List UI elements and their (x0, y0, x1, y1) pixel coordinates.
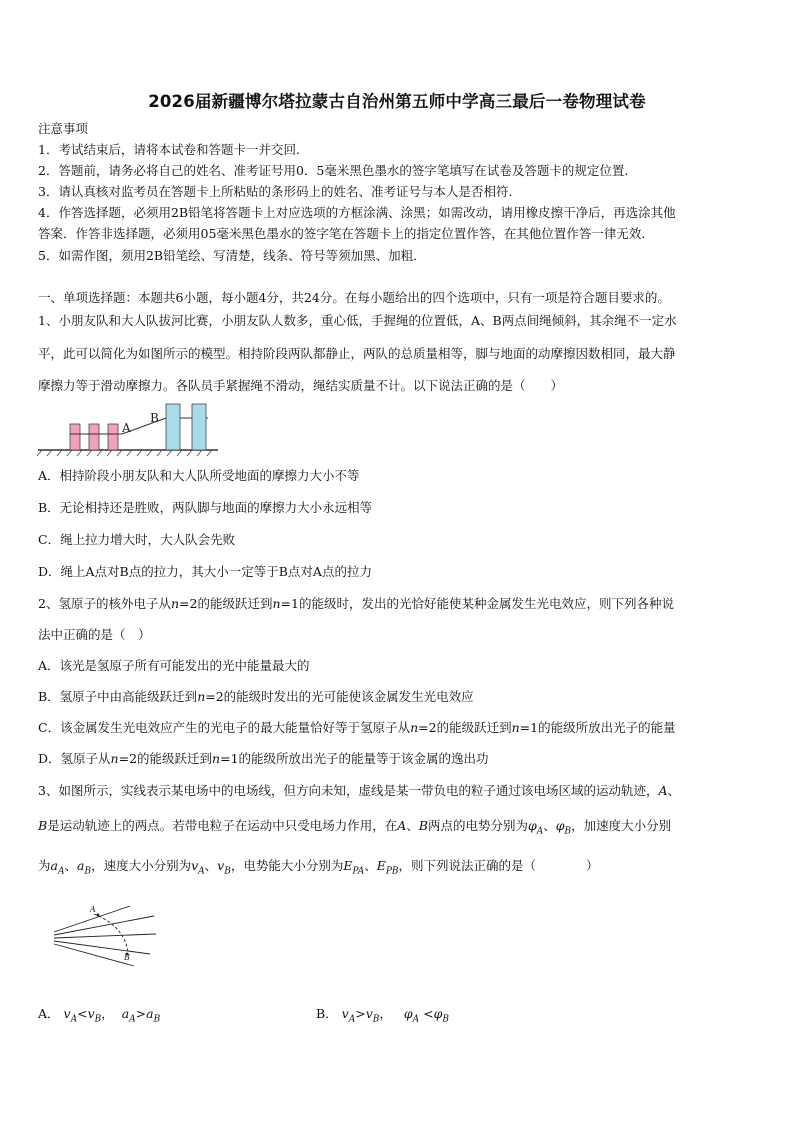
q1-option-b: B．无论相持还是胜败，两队脚与地面的摩擦力大小永远相等 (38, 500, 373, 515)
page-title: 2026届新疆博尔塔拉蒙古自治州第五师中学高三最后一卷物理试卷 (148, 92, 646, 111)
notice-item: 5．如需作图，须用2B铅笔绘、写清楚，线条、符号等须加黑、加粗． (38, 248, 426, 263)
q3-option-a: A． $v_A<v_B$， $a_A>a_B$ (38, 1006, 161, 1025)
q3-figure-label-b: B (124, 953, 130, 962)
q2-stem-line: 法中正确的是（ ） (38, 627, 151, 642)
q3-option-b: B． $v_A>v_B$， $\varphi_A <\varphi_B$ (316, 1006, 449, 1025)
notice-item: 4．作答选择题，必须用2B铅笔将答题卡上对应选项的方框涂满、涂黑；如需改动，请用橡皮擦干净后，再选涂其他 (38, 205, 676, 220)
notice-item: 2．答题前，请务必将自己的姓名、准考证号用0．5毫米黑色墨水的签字笔填写在试卷及答题卡的规定位置. (38, 163, 629, 178)
q2-option-a: A．该光是氢原子所有可能发出的光中能量最大的 (38, 658, 310, 673)
q3-figure-label-a: A (90, 905, 96, 914)
notice-item: 3．请认真核对监考员在答题卡上所粘贴的条形码上的姓名、准考证号与本人是否相符. (38, 184, 513, 199)
q1-option-c: C．绳上拉力增大时，大人队会先败 (38, 532, 236, 547)
q1-figure-label-a: A (122, 421, 131, 435)
q2-option-b: B．氢原子中由高能级跃迁到n=2的能级时发出的光可能使该金属发生光电效应 (38, 689, 474, 704)
q3-stem-line: 为$a_A$、$a_B$，速度大小分别为$v_A$、$v_B$，电势能大小分别为$E_{PA}$、$E_{PB}$，则下列说法正确的是（ ） (38, 858, 599, 877)
notice-item: 1．考试结束后，请将本试卷和答题卡一并交回. (38, 142, 300, 157)
q1-tug-of-war-figure (36, 398, 220, 458)
q1-stem-line: 平，此可以简化为如图所示的模型。相持阶段两队都静止，两队的总质量相等，脚与地面的动摩擦因数相同，最大静 (38, 346, 676, 361)
q2-stem-line: 2、氢原子的核外电子从n=2的能级跃迁到n=1的能级时，发出的光恰好能使某种金属发生光电效应，则下列各种说 (38, 596, 674, 611)
notice-heading: 注意事项 (38, 121, 89, 136)
q1-figure-label-b: B (150, 411, 159, 425)
q1-stem-line: 摩擦力等于滑动摩擦力。各队员手紧握绳不滑动，绳结实质量不计。以下说法正确的是（ ） (38, 378, 564, 393)
q2-option-d: D．氢原子从n=2的能级跃迁到n=1的能级所放出光子的能量等于该金属的逸出功 (38, 751, 489, 766)
section-heading: 一、单项选择题：本题共6小题，每小题4分，共24分。在每小题给出的四个选项中，只有一项是符合题目要求的。 (38, 290, 670, 305)
notice-item: 答案．作答非选择题，必须用05毫米黑色墨水的签字笔在答题卡上的指定位置作答，在其他位置作答一律无效． (38, 226, 654, 241)
q2-option-c: C．该金属发生光电效应产生的光电子的最大能量恰好等于氢原子从n=2的能级跃迁到n=1的能级所放出光子的能量 (38, 720, 676, 735)
q1-option-d: D．绳上A点对B点的拉力，其大小一定等于B点对A点的拉力 (38, 564, 372, 579)
q3-electric-field-figure (50, 900, 162, 972)
q1-option-a: A．相持阶段小朋友队和大人队所受地面的摩擦力大小不等 (38, 468, 360, 483)
q1-stem-line: 1、小朋友队和大人队拔河比赛，小朋友队人数多，重心低，手握绳的位置低，A、B两点间绳倾斜，其余绳不一定水 (38, 313, 677, 328)
q3-stem-line: 3、如图所示，实线表示某电场中的电场线，但方向未知，虚线是某一带负电的粒子通过该电场区域的运动轨迹，A、 (38, 783, 681, 798)
q3-stem-line: B是运动轨迹上的两点。若带电粒子在运动中只受电场力作用，在A、B两点的电势分别为$\varphi_A$、$\varphi_B$，加速度大小分别 (38, 818, 672, 837)
